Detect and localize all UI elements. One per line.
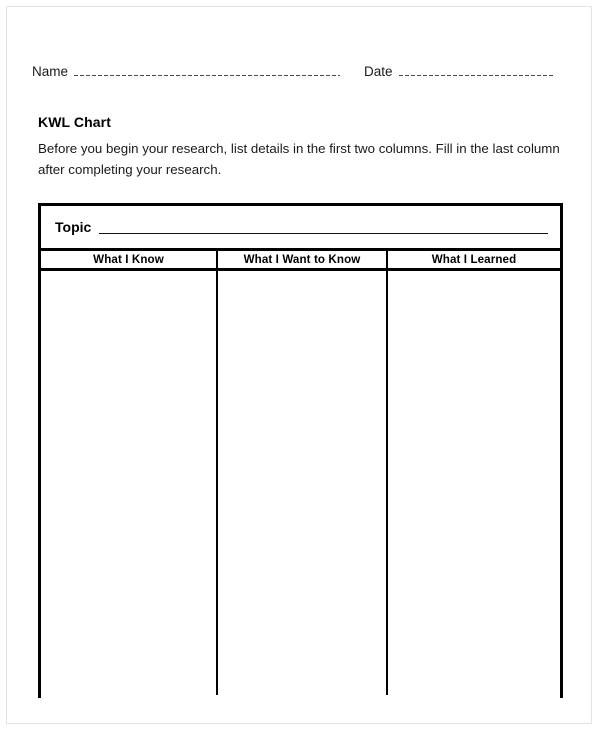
- instructions-text: Before you begin your research, list details in the first two columns. Fill in the last column after completing your research.: [38, 141, 560, 177]
- topic-write-in-line[interactable]: [99, 221, 548, 234]
- table-header-row: [41, 251, 560, 271]
- topic-row[interactable]: [41, 206, 560, 251]
- date-label: Date: [364, 64, 393, 79]
- page-title: KWL Chart: [38, 114, 111, 130]
- table-body-row: [41, 271, 560, 695]
- name-write-in-line[interactable]: [74, 65, 340, 76]
- date-write-in-line[interactable]: [399, 65, 553, 76]
- student-info-row: [32, 63, 580, 85]
- column-header-what-i-want-to-know: What I Want to Know: [216, 251, 388, 268]
- name-label: Name: [32, 64, 69, 79]
- topic-label: Topic: [55, 219, 92, 235]
- kwl-table: [38, 203, 563, 698]
- column-header-what-i-learned: What I Learned: [431, 253, 517, 266]
- column-header-what-i-know: What I Know: [93, 253, 164, 266]
- worksheet-page: [6, 6, 592, 724]
- cell-what-i-learned[interactable]: [388, 271, 560, 695]
- cell-what-i-know[interactable]: [41, 271, 216, 695]
- cell-what-i-want-to-know[interactable]: [216, 271, 388, 695]
- date-field[interactable]: [364, 63, 553, 85]
- name-field[interactable]: [32, 63, 340, 85]
